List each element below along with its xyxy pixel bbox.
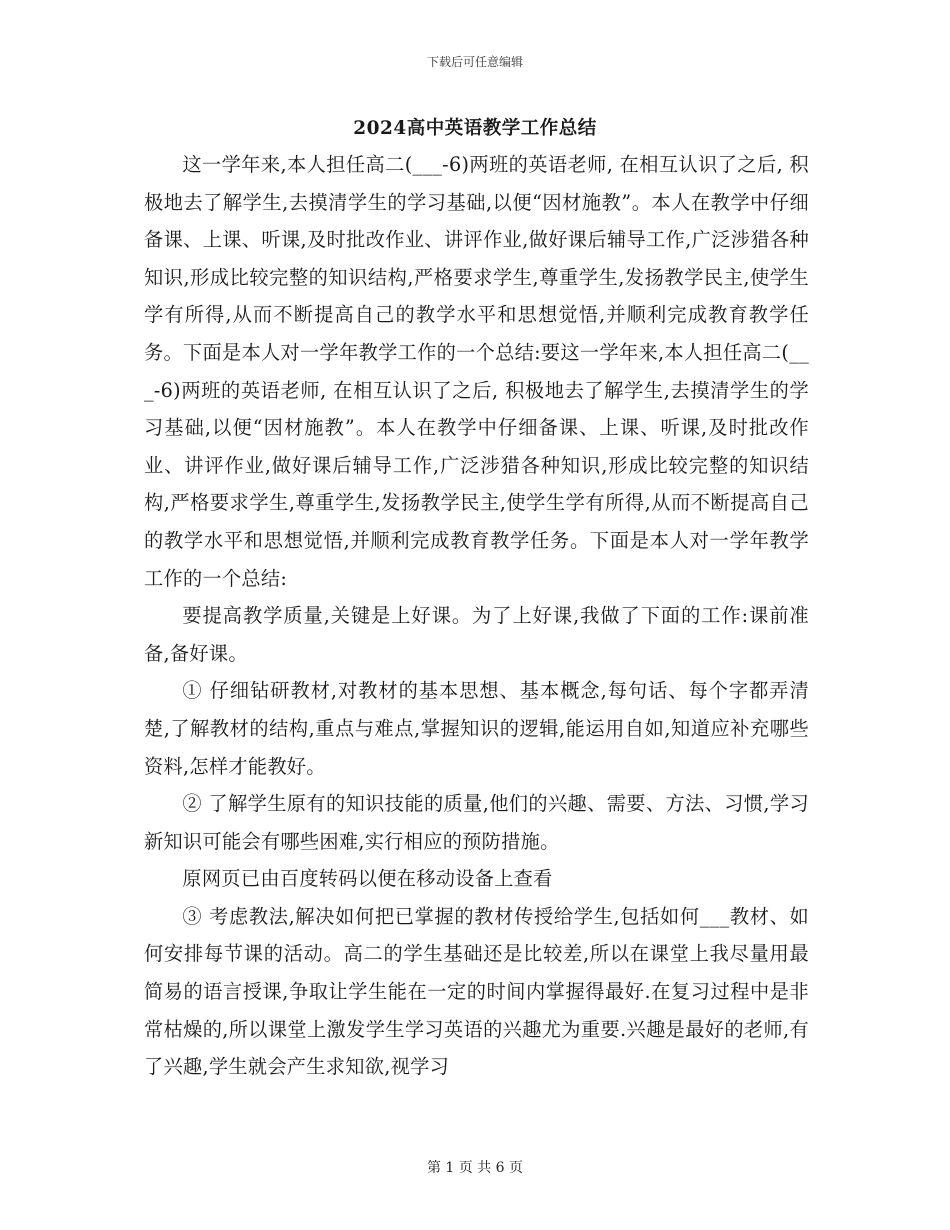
document-title: 2024高中英语教学工作总结 (353, 118, 597, 139)
page-footer-page-number: 第 1 页 共 6 页 (426, 1160, 524, 1176)
document-body (144, 146, 809, 1086)
paragraph-item-2: ② 了解学生原有的知识技能的质量,他们的兴趣、需要、方法、习惯,学习新知识可能会有哪些困难,实行相应的预防措施。 (144, 792, 809, 853)
paragraph-quality: 要提高教学质量,关键是上好课。为了上好课,我做了下面的工作:课前准备,备好课。 (144, 604, 809, 665)
paragraph-intro: 这一学年来,本人担任高二(___-6)两班的英语老师, 在相互认识了之后, 积极地去了解学生,去摸清学生的学习基础,以便“因材施教”。本人在教学中仔细备课、上课、听课,及时批改作业、讲评作业,做好课后辅导工作,广泛涉猎各种知识,形成比较完整的知识结构,严格要求学生,尊重学生,发扬教学民主,使学生学有所得,从而不断提高自己的教学水平和思想觉悟,并顺利完成教育教学任务。下面是本人对一学年教学工作的一个总结:要这一学年来,本人担任高二(___-6)两班的英语老师, 在相互认识了之后, 积极地去了解学生,去摸清学生的学习基础,以便“因材施教”。本人在教学中仔细备课、上课、听课,及时批改作业、讲评作业,做好课后辅导工作,广泛涉猎各种知识,形成比较完整的知识结构,严格要求学生,尊重学生,发扬教学民主,使学生学有所得,从而不断提高自己的教学水平和思想觉悟,并顺利完成教育教学任务。下面是本人对一学年教学工作的一个总结: (144, 153, 809, 590)
paragraph-transcode-note: 原网页已由百度转码以便在移动设备上查看 (182, 867, 553, 891)
paragraph-item-3: ③ 考虑教法,解决如何把已掌握的教材传授给学生,包括如何___教材、如何安排每节课的活动。高二的学生基础还是比较差,所以在课堂上我尽量用最简易的语言授课,争取让学生能在一定的时间内掌握得最好.在复习过程中是非常枯燥的,所以课堂上激发学生学习英语的兴趣尤为重要.兴趣是最好的老师,有了兴趣,学生就会产生求知欲,视学习 (144, 904, 809, 1079)
paragraph-item-1: ① 仔细钻研教材,对教材的基本思想、基本概念,每句话、每个字都弄清楚,了解教材的结构,重点与难点,掌握知识的逻辑,能运用自如,知道应补充哪些资料,怎样才能教好。 (144, 679, 809, 778)
page-header-note: 下载后可任意编辑 (426, 55, 523, 69)
